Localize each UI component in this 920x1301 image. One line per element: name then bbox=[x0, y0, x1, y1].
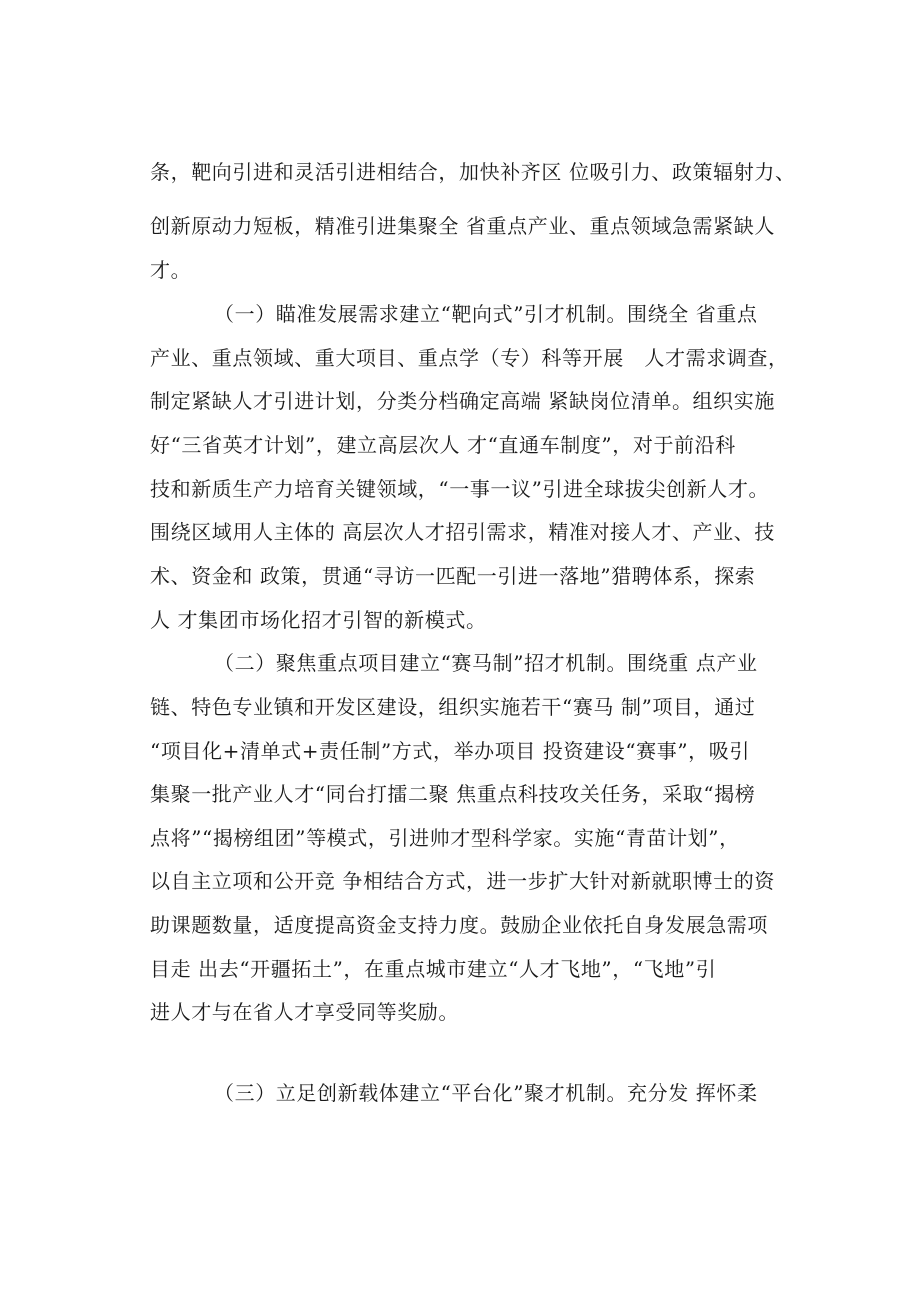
paragraph-heading-3: （三）立足创新载体建立“平台化”聚才机制。充分发 挥怀柔 bbox=[214, 1081, 758, 1105]
text-line: 围绕区域用人主体的 高层次人才招引需求，精准对接人才、产业、技 bbox=[150, 520, 775, 544]
text-line: 技和新质生产力培育关键领域，“一事一议”引进全球拔尖创新人才。 bbox=[150, 477, 770, 501]
text-line: 制定紧缺人才引进计划，分类分档确定高端 紧缺岗位清单。组织实施 bbox=[150, 389, 775, 413]
text-line: 点将”“揭榜组团”等模式，引进帅才型科学家。实施“青苗计划”， bbox=[150, 826, 740, 850]
text-line: “项目化+清单式+责任制”方式，举办项目 投资建设“赛事”，吸引 bbox=[150, 739, 750, 763]
text-line: 好“三省英才计划”，建立高层次人 才“直通车制度”，对于前沿科 bbox=[150, 433, 736, 457]
text-line: 进人才与在省人才享受同等奖励。 bbox=[150, 1000, 459, 1024]
text-line: 以自主立项和公开竞 争相结合方式，进一步扩大针对新就职博士的资 bbox=[150, 869, 775, 893]
text-line: 集聚一批产业人才“同台打擂二聚 焦重点科技攻关任务，采取“揭榜 bbox=[150, 782, 756, 806]
text-line: 人 才集团市场化招才引智的新模式。 bbox=[150, 608, 487, 632]
text-line: 目走 出去“开疆拓土”，在重点城市建立“人才飞地”，“飞地”引 bbox=[150, 957, 717, 981]
paragraph-heading-2: （二）聚焦重点项目建立“赛马制”招才机制。围绕重 点产业 bbox=[214, 651, 758, 675]
text-line: 条，靶向引进和灵活引进相结合，加快补齐区 位吸引力、政策辐射力、 bbox=[150, 160, 796, 184]
text-line: 才。 bbox=[150, 258, 192, 282]
text-line: 创新原动力短板，精准引进集聚全 省重点产业、重点领域急需紧缺人 bbox=[150, 214, 775, 238]
text-line: 产业、重点领域、重大项目、重点学（专）科等开展 人才需求调查， bbox=[150, 346, 789, 370]
text-line: 助课题数量，适度提高资金支持力度。鼓励企业依托自身发展急需项 bbox=[150, 913, 768, 937]
text-line: 链、特色专业镇和开发区建设，组织实施若干“赛马 制”项目，通过 bbox=[150, 695, 756, 719]
text-line: 术、资金和 政策，贯通“寻访一匹配一引进一落地”猎聘体系，探索 bbox=[150, 564, 756, 588]
paragraph-heading-1: （一）瞄准发展需求建立“靶向式”引才机制。围绕全 省重点 bbox=[214, 302, 758, 326]
